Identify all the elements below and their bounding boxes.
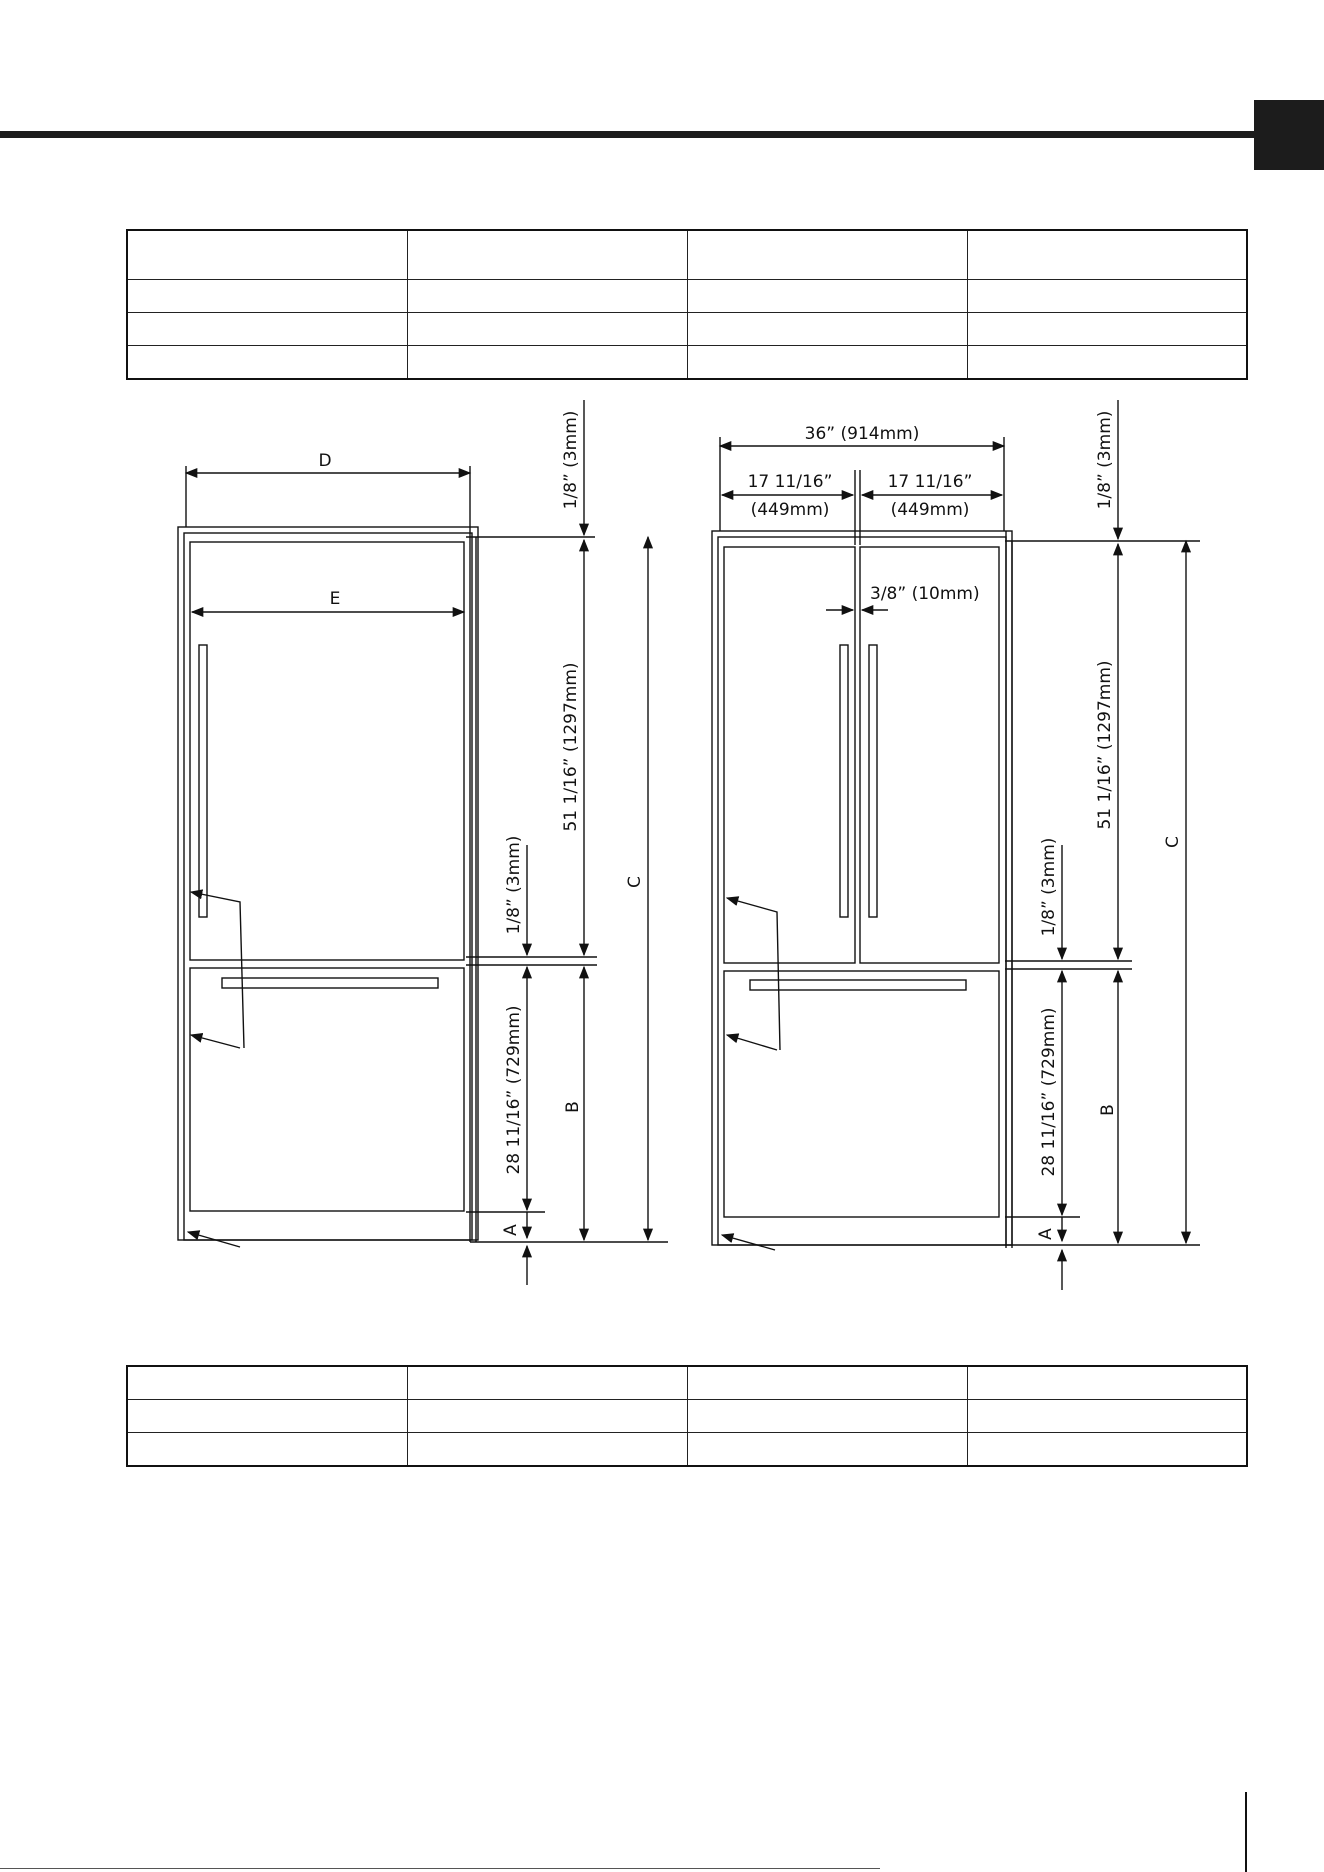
left-label-C: C — [625, 876, 645, 888]
table-cell — [407, 1433, 687, 1467]
table-cell — [687, 230, 967, 280]
table-row — [127, 1366, 1247, 1400]
left-label-B: B — [563, 1101, 583, 1113]
left-dim-upper: 51 1/16” (1297mm) — [561, 662, 581, 832]
table-cell — [687, 346, 967, 380]
table-cell — [127, 1400, 407, 1433]
table-cell — [687, 1433, 967, 1467]
right-dim-top-gap: 1/8” (3mm) — [1095, 410, 1115, 510]
right-label-A: A — [1036, 1228, 1056, 1240]
table-cell — [407, 346, 687, 380]
table-cell — [407, 280, 687, 313]
table-cell — [407, 1400, 687, 1433]
table-cell — [967, 1366, 1247, 1400]
table-cell — [687, 1366, 967, 1400]
left-upper-door-panel — [190, 542, 464, 960]
dimension-table-bottom — [126, 1365, 1248, 1467]
table-row — [127, 230, 1247, 280]
left-unit — [178, 400, 668, 1285]
label-D: D — [318, 451, 332, 471]
right-dim-width: 36” (914mm) — [804, 424, 920, 444]
table-cell — [407, 313, 687, 346]
right-dim-half-left-1: 17 11/16” — [747, 472, 833, 492]
right-dim-mid-gap: 1/8” (3mm) — [1039, 837, 1059, 937]
table-cell — [967, 313, 1247, 346]
table-cell — [407, 230, 687, 280]
table-cell — [967, 280, 1247, 313]
table-row — [127, 280, 1247, 313]
dimension-table-top — [126, 229, 1248, 380]
table-cell — [687, 280, 967, 313]
footer-rule-vertical — [1245, 1792, 1247, 1872]
left-label-A: A — [501, 1224, 521, 1236]
table-cell — [127, 280, 407, 313]
table-row — [127, 1433, 1247, 1467]
table-cell — [967, 1433, 1247, 1467]
table-row — [127, 313, 1247, 346]
right-label-B: B — [1098, 1104, 1118, 1116]
section-tab — [1254, 100, 1324, 170]
table-cell — [967, 346, 1247, 380]
right-leader-base — [722, 1235, 775, 1250]
table-cell — [407, 1366, 687, 1400]
left-lower-drawer-panel — [190, 968, 464, 1211]
right-dim-upper: 51 1/16” (1297mm) — [1095, 660, 1115, 830]
label-E: E — [329, 589, 341, 609]
table-cell — [687, 313, 967, 346]
table-row — [127, 346, 1247, 380]
table-cell — [127, 313, 407, 346]
table-cell — [127, 346, 407, 380]
right-dim-lower: 28 11/16” (729mm) — [1039, 1007, 1059, 1177]
header-rule — [0, 131, 1254, 138]
refrigerator-dimension-diagram — [0, 395, 1324, 1325]
table-cell — [127, 1366, 407, 1400]
right-label-C: C — [1163, 836, 1183, 848]
right-dim-half-right-2: (449mm) — [890, 500, 970, 520]
table-row — [127, 1400, 1247, 1433]
table-cell — [687, 1400, 967, 1433]
right-dim-door-gap: 3/8” (10mm) — [870, 584, 980, 604]
table-cell — [967, 230, 1247, 280]
table-cell — [127, 1433, 407, 1467]
footer-rule — [0, 1868, 880, 1869]
right-unit — [712, 400, 1200, 1290]
right-dim-half-left-2: (449mm) — [750, 500, 830, 520]
left-dim-lower: 28 11/16” (729mm) — [504, 1005, 524, 1175]
right-dim-half-right-1: 17 11/16” — [887, 472, 973, 492]
left-dim-mid-gap: 1/8” (3mm) — [504, 835, 524, 935]
table-cell — [967, 1400, 1247, 1433]
left-dim-top-gap: 1/8” (3mm) — [561, 410, 581, 510]
table-cell — [127, 230, 407, 280]
right-lower-drawer-panel — [724, 971, 999, 1217]
